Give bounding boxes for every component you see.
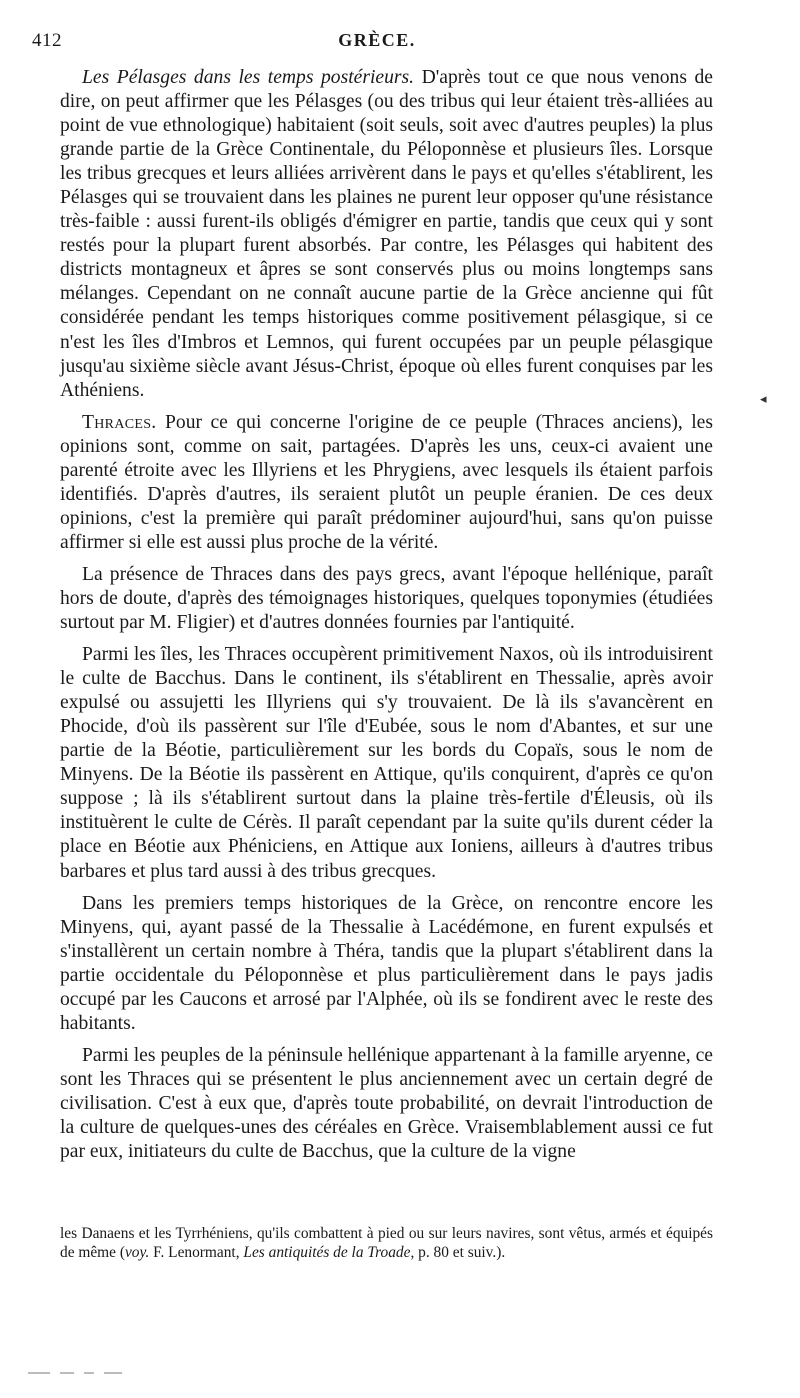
paragraph-pelasges-text: D'après tout ce que nous venons de dire, on peut affirmer que les Pélasges (ou des tribus qui leur étaient très-alliées au point de vue ethnologique) habitaient (soit seuls, soit avec d'autres peuples) la plus grande partie de la Grèce Continentale, du Péloponnèse et plusieurs îles. Lorsque les tribus grecques et leurs alliées arrivèrent dans le pays et qu'elles s'établirent, les Pélasges qui se trouvaient dans les plaines ne purent leur opposer qu'une résistance très-faible : aussi furent-ils obligés d'émigrer en partie, tandis que ceux qui y sont restés pour la plupart furent absorbés. Par contre, les Pélasges qui habitent des districts montagneux et âpres se sont conservés plus ou moins longtemps sans mélanges. Cependant on ne connaît aucune partie de la Grèce ancienne qui fût considérée pendant les temps historiques comme positivement pélasgique, si ce n'est les îles d'Imbros et Lemnos, qui furent occupées par un peuple pélasgique jusqu'au sixième siècle avant Jésus-Christ, époque où elles furent conquises par les Athéniens.	[60, 67, 713, 401]
scan-artifact-dash	[28, 1372, 50, 1374]
paragraph-minyens: Dans les premiers temps historiques de la Grèce, on rencontre encore les Minyens, qui, ayant passé de la Thessalie à Lacédémone, en furent expulsés et s'installèrent un certain nombre à Théra, tandis que la plupart s'établirent dans la partie occidentale du Péloponnèse et plus particulièrement dans le pays jadis occupé par les Caucons et arrosé par l'Alphée, où ils se fondirent avec le reste des habitants.	[60, 892, 713, 1034]
margin-pointer-mark: ◂	[760, 392, 767, 407]
running-head	[32, 30, 722, 58]
footnote-author: F. Lenormant,	[149, 1244, 244, 1261]
scan-artifact-dash	[60, 1372, 74, 1374]
main-text	[60, 66, 713, 1172]
footnote-work-title: Les antiquités de la Troade	[243, 1244, 411, 1261]
paragraph-pelasges	[60, 66, 713, 403]
scan-artifact-dash	[104, 1372, 122, 1374]
section-lead-pelasges: Les Pélasges dans les temps postérieurs.	[82, 67, 415, 88]
paragraph-iles: Parmi les îles, les Thraces occupèrent primitivement Naxos, où ils introduisirent le culte de Bacchus. Dans le continent, ils s'établirent en Thessalie, après avoir expulsé ou assujetti les Illyriens qui s'y trouvaient. De là ils s'avancèrent en Phocide, d'où ils passèrent sur l'île d'Eubée, sous le nom d'Abantes, et sur une partie de la Béotie, particulièrement sur les bords du Copaïs, sous le nom de Minyens. De la Béotie ils passèrent en Attique, qu'ils conquirent, d'après ce qu'on suppose ; là ils s'établirent surtout dans la plaine très-fertile d'Éleusis, où ils instituèrent le culte de Cérès. Il paraît cependant par la suite qu'ils durent céder la place en Béotie aux Phéniciens, en Attique aux Ioniens, ailleurs à d'autres tribus barbares et plus tard aussi à des tribus grecques.	[60, 644, 713, 882]
footnote-voy: voy.	[124, 1244, 150, 1261]
paragraph-aryenne: Parmi les peuples de la péninsule hellénique appartenant à la famille aryenne, ce sont les Thraces qui se présentent le plus anciennement avec un certain degré de civilisation. C'est à eux que, d'après toute probabilité, on devrait l'introduction de la culture de quelques-unes des céréales en Grèce. Vraisemblablement aussi ce fut par eux, initiateurs du culte de Bacchus, que la culture de la vigne	[60, 1044, 713, 1163]
paragraph-thraces-text: Pour ce qui concerne l'origine de ce peuple (Thraces anciens), les opinions sont, comme on sait, partagées. D'après les uns, ceux-ci avaient une parenté étroite avec les Illyriens et les Phrygiens, avec lesquels ils étaient parfois identifiés. D'après d'autres, ils seraient plutôt un peuple éranien. De ces deux opinions, c'est la première qui paraît prédominer aujourd'hui, sans qu'on puisse affirmer si elle est aussi plus proche de la vérité.	[60, 411, 713, 553]
running-title: GRÈCE.	[338, 30, 416, 50]
paragraph-presence: La présence de Thraces dans des pays grecs, avant l'époque hellénique, paraît hors de doute, d'après des témoignages historiques, quelques toponymies (étudiées surtout par M. Fligier) et d'autres données fournies par l'antiquité.	[60, 563, 713, 634]
footnote-text: les Danaens et les Tyrrhéniens, qu'ils combattent à pied ou sur leurs navires, sont vêtus, armés et équipés de même (	[60, 1225, 713, 1261]
footnote	[60, 1224, 713, 1262]
page-number: 412	[32, 30, 62, 51]
scan-artifact	[28, 1362, 228, 1368]
footnote-tail: , p. 80 et suiv.).	[410, 1244, 506, 1261]
paragraph-thraces	[60, 411, 713, 555]
scan-artifact-dash	[84, 1372, 94, 1374]
section-lead-thraces: Thraces.	[82, 411, 157, 433]
